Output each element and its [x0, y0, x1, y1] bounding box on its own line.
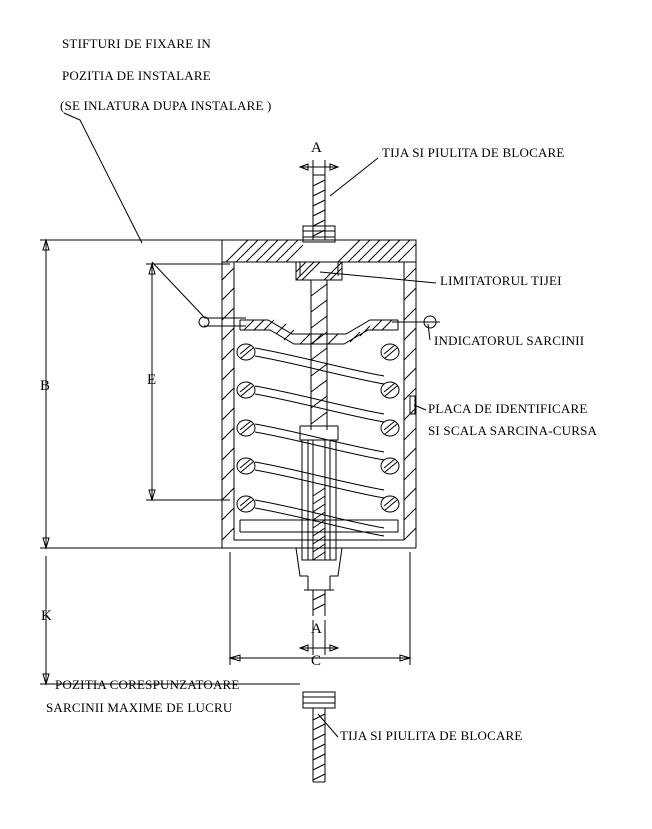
load-indicator-tube: [302, 440, 336, 560]
label-rod-locknut-top: TIJA SI PIULITA DE BLOCARE: [382, 145, 565, 160]
dim-label-b: B: [40, 378, 51, 394]
dim-label-a-top: A: [311, 140, 322, 156]
dim-label-a-bottom: A: [311, 621, 322, 637]
spring-top-plate: [240, 320, 398, 344]
leader-install-pin: [152, 262, 205, 318]
rod-bottom: [313, 590, 325, 616]
dim-label-e: E: [147, 372, 157, 388]
dim-line-a-top: [300, 160, 338, 180]
rod-top-hatch: [313, 180, 325, 236]
label-rod-limiter: LIMITATORUL TIJEI: [440, 273, 562, 288]
leader-rod-locknut-top: [330, 158, 378, 196]
label-max-working-load-line1: POZITIA CORESPUNZATOARE: [55, 677, 240, 692]
label-rod-locknut-bottom: TIJA SI PIULITA DE BLOCARE: [340, 728, 523, 743]
dim-label-k: K: [41, 608, 52, 624]
label-nameplate-line2: SI SCALA SARCINA-CURSA: [428, 423, 598, 438]
leader-fixing-pins: [64, 113, 142, 243]
label-fixing-pins-line2: POZITIA DE INSTALARE: [62, 68, 211, 83]
dim-line-k: [40, 556, 300, 684]
center-rod: [300, 280, 338, 440]
rod-locknut-bottom: [303, 692, 335, 782]
rod-limiter: [296, 262, 342, 280]
left-wall-hatch: [222, 268, 234, 540]
top-cap-hatch: [226, 240, 416, 262]
spring-coils: [237, 335, 399, 536]
dim-line-b: [40, 240, 226, 548]
leader-rod-limiter: [320, 272, 436, 283]
leader-load-indicator: [428, 324, 430, 340]
label-max-working-load-line2: SARCINII MAXIME DE LUCRU: [46, 700, 233, 715]
label-fixing-pins-line3: (SE INLATURA DUPA INSTALARE ): [60, 98, 272, 113]
label-fixing-pins-line1: STIFTURI DE FIXARE IN: [62, 36, 212, 51]
label-load-indicator: INDICATORUL SARCINII: [434, 333, 585, 348]
bottom-neck: [296, 548, 342, 590]
dim-label-c: C: [311, 653, 322, 669]
label-nameplate-line1: PLACA DE IDENTIFICARE: [428, 401, 588, 416]
